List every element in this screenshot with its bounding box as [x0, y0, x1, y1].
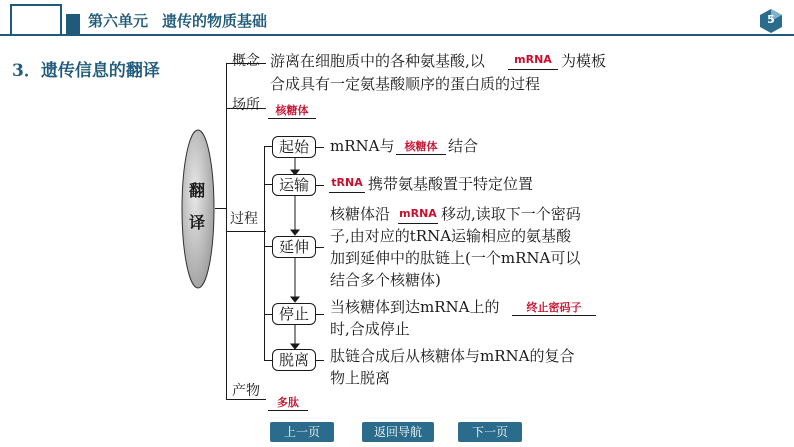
header-decoration-block — [66, 14, 80, 34]
oval-char-1: 翻 — [189, 181, 206, 200]
process-label: 过程 — [230, 211, 258, 227]
step-stop-line2: 时,合成停止 — [330, 320, 410, 338]
step-stop-answer: 终止密码子 — [526, 301, 582, 314]
site-answer-underline — [268, 118, 316, 119]
concept-line1-post: 为模板 — [561, 52, 607, 70]
step-elongation-box: 延伸 — [272, 236, 316, 258]
next-page-button[interactable]: 下一页 — [458, 422, 522, 442]
site-answer: 核糖体 — [275, 104, 309, 117]
step-start-post: 结合 — [448, 137, 479, 155]
step-transport-underline — [329, 192, 365, 193]
product-answer: 多肽 — [277, 396, 299, 409]
oval-char-2: 译 — [189, 213, 206, 232]
concept-answer: mRNA — [514, 53, 552, 66]
process-tick — [264, 360, 272, 361]
step-elongation-line3: 加到延伸中的肽链上(一个mRNA可以 — [330, 249, 581, 267]
step-transport-post: 携带氨基酸置于特定位置 — [368, 175, 534, 193]
step-connector — [316, 314, 324, 315]
step-transport-answer: tRNA — [331, 176, 363, 189]
step-transport-box: 运输 — [272, 174, 316, 196]
step-connector — [316, 360, 324, 361]
step-stop-underline — [512, 315, 596, 316]
process-tick — [264, 184, 272, 185]
step-elongation-line1-post: 移动,读取下一个密码 — [441, 205, 581, 223]
step-stop-box: 停止 — [272, 303, 316, 325]
prev-page-button[interactable]: 上一页 — [270, 422, 334, 442]
unit-label: 第六单元 — [88, 12, 149, 30]
process-tick — [264, 314, 272, 315]
step-stop-line1-pre: 当核糖体到达mRNA上的 — [330, 298, 500, 316]
concept-answer-underline — [508, 69, 558, 70]
process-tick — [264, 146, 272, 147]
concept-label: 概念 — [232, 53, 260, 69]
step-elongation-answer: mRNA — [399, 207, 437, 220]
step-elongation-line1-pre: 核糖体沿 — [330, 205, 391, 223]
step-connector — [316, 185, 324, 186]
step-elongation-line2: 子,由对应的tRNA运输相应的氨基酸 — [330, 227, 572, 245]
bracket-stem — [215, 208, 226, 209]
concept-line1-pre: 游离在细胞质中的各种氨基酸,以 — [270, 52, 485, 70]
process-bracket — [264, 146, 265, 360]
branch-process — [226, 231, 266, 232]
translation-oval — [181, 129, 215, 289]
unit-title: 遗传的物质基础 — [162, 12, 268, 30]
back-to-nav-button[interactable]: 返回导航 — [362, 422, 434, 442]
process-tick — [264, 246, 272, 247]
step-release-line2: 物上脱离 — [330, 369, 391, 387]
step-start-pre: mRNA与 — [330, 137, 395, 155]
header-title — [88, 10, 281, 31]
concept-line2: 合成具有一定氨基酸顺序的蛋白质的过程 — [270, 75, 541, 93]
step-release-line1: 肽链合成后从核糖体与mRNA的复合 — [330, 347, 575, 365]
product-underline — [268, 410, 308, 411]
step-start-box: 起始 — [272, 136, 316, 158]
step-elongation-underline — [398, 223, 438, 224]
step-start-answer: 核糖体 — [404, 140, 438, 153]
step-connector — [316, 247, 324, 248]
header-decoration — [10, 4, 62, 36]
step-elongation-line4: 结合多个核糖体) — [330, 271, 441, 289]
product-label: 产物 — [232, 383, 260, 399]
section-title: 3．遗传信息的翻译 — [12, 61, 160, 81]
step-connector — [316, 147, 324, 148]
page-number: 5 — [767, 13, 775, 26]
header-rule — [0, 34, 794, 36]
step-release-box: 脱离 — [272, 349, 316, 371]
site-label: 场所 — [232, 97, 260, 113]
step-start-underline — [396, 154, 446, 155]
